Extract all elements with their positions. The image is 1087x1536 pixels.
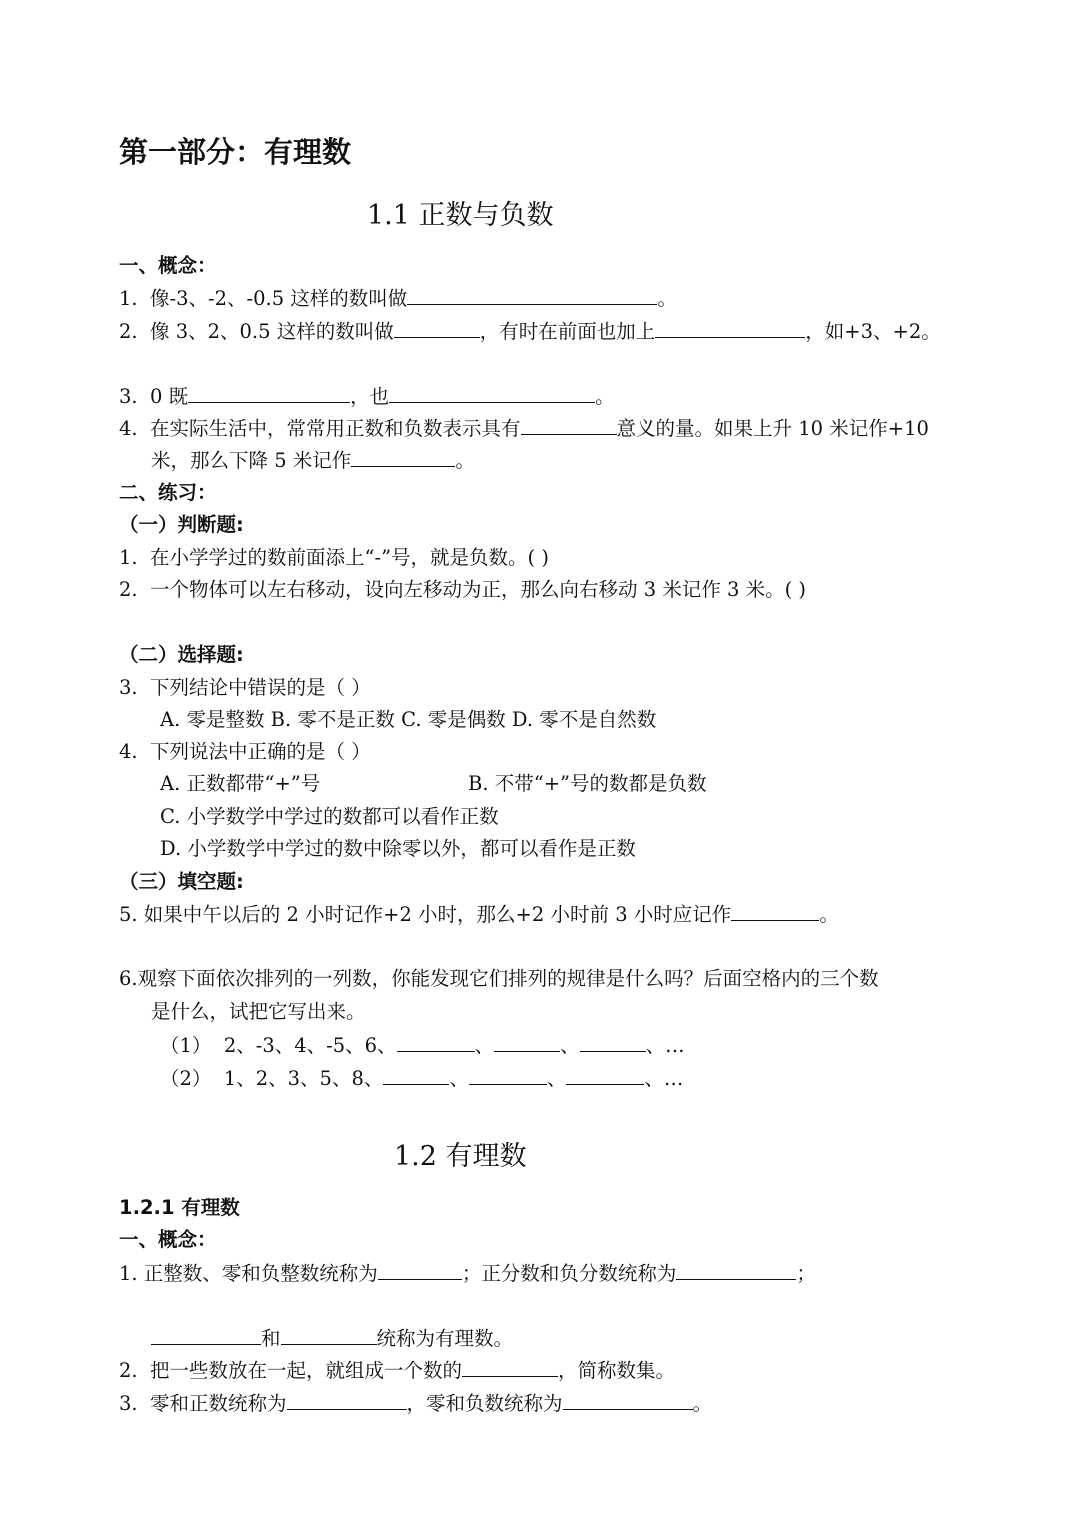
- q-num: 4.: [119, 417, 138, 440]
- q-text: 像-3、-2、-0.5 这样的数叫做: [150, 287, 408, 310]
- q-num: 1.: [119, 287, 138, 310]
- answer-blank[interactable]: [351, 447, 455, 467]
- answer-blank[interactable]: [389, 383, 595, 403]
- sequence-1: [160, 1032, 685, 1059]
- question-3: [119, 383, 615, 410]
- q-text: 1. 正整数、零和负整数统称为: [119, 1262, 378, 1285]
- answer-blank[interactable]: [407, 285, 657, 305]
- q-text: 和: [261, 1327, 281, 1350]
- q-text: ，如+3、+2。: [805, 320, 941, 343]
- seq-sep: 、: [546, 1067, 567, 1090]
- q-text: ，零和负数统称为: [406, 1392, 563, 1415]
- section-title-1-2: 1.2 有理数: [394, 1141, 527, 1172]
- sequence-2: [160, 1065, 683, 1092]
- q-num: 3.: [119, 1392, 138, 1415]
- judge-2: [119, 577, 806, 603]
- question-1: [119, 285, 677, 312]
- q-num: 2.: [119, 320, 138, 343]
- q-text: 下列结论中错误的是（ ）: [150, 676, 371, 699]
- seq-values: 2、-3、4、-5、6、: [223, 1034, 397, 1057]
- choice-3-options: A. 零是整数 B. 零不是正数 C. 零是偶数 D. 零不是自然数: [160, 708, 657, 731]
- q-text: 。: [657, 287, 677, 310]
- answer-blank[interactable]: [383, 1065, 449, 1085]
- section-title-1-1: 1.1 正数与负数: [367, 200, 554, 231]
- part-title: 第一部分：有理数: [119, 135, 352, 169]
- answer-blank[interactable]: [188, 383, 350, 403]
- q-text: 5. 如果中午以后的 2 小时记作+2 小时，那么+2 小时前 3 小时应记作: [119, 903, 732, 926]
- answer-blank[interactable]: [731, 901, 819, 921]
- answer-blank[interactable]: [469, 1065, 547, 1085]
- subsection-title: 1.2.1 有理数: [119, 1196, 240, 1219]
- q-text: ，有时在前面也加上: [479, 320, 656, 343]
- choice-heading: （二）选择题:: [119, 643, 244, 666]
- choice-4-option-c: C. 小学数学中学过的数都可以看作正数: [160, 805, 499, 828]
- q-text: ，简称数集。: [558, 1359, 676, 1382]
- fill-6: 6.观察下面依次排列的一列数，你能发现它们排列的规律是什么吗？后面空格内的三个数: [119, 967, 879, 990]
- answer-blank[interactable]: [397, 1032, 475, 1052]
- answer-blank[interactable]: [462, 1357, 558, 1377]
- answer-blank[interactable]: [521, 415, 617, 435]
- answer-blank[interactable]: [676, 1260, 796, 1280]
- seq-label: （2）: [160, 1067, 212, 1090]
- q-text: 像 3、2、0.5 这样的数叫做: [150, 320, 394, 343]
- q-text: 。: [819, 903, 839, 926]
- q-num: 1.: [119, 546, 138, 569]
- answer-blank[interactable]: [151, 1325, 261, 1345]
- q-text: 。: [455, 449, 475, 472]
- answer-blank[interactable]: [655, 318, 805, 338]
- seq-sep: 、: [560, 1034, 580, 1057]
- q-text: ，也: [350, 385, 390, 408]
- concept-heading-2: 一、概念：: [119, 1228, 217, 1251]
- judge-heading: （一）判断题:: [119, 513, 244, 536]
- answer-blank[interactable]: [566, 1065, 644, 1085]
- q-text: 零和正数统称为: [150, 1392, 287, 1415]
- q-text: 意义的量。如果上升 10 米记作+10: [616, 417, 929, 440]
- question-1-2: [119, 1260, 816, 1287]
- concept-heading: 一、概念：: [119, 254, 217, 277]
- seq-end: 、…: [645, 1034, 685, 1057]
- seq-label: （1）: [160, 1034, 212, 1057]
- q-text: 在实际生活中，常常用正数和负数表示具有: [150, 417, 521, 440]
- q-num: 2.: [119, 578, 138, 601]
- choice-4-option-d: D. 小学数学中学过的数中除零以外，都可以看作是正数: [160, 837, 636, 860]
- q-text: 在小学学过的数前面添上“-”号，就是负数。( ): [150, 546, 549, 569]
- choice-3: [119, 675, 371, 701]
- fill-6-cont: 是什么，试把它写出来。: [151, 1000, 366, 1023]
- answer-blank[interactable]: [287, 1390, 407, 1410]
- answer-blank[interactable]: [563, 1390, 693, 1410]
- q-num: 3.: [119, 676, 138, 699]
- q-num: 3.: [119, 385, 138, 408]
- seq-values: 1、2、3、5、8、: [223, 1067, 384, 1090]
- q-text: 。: [692, 1392, 713, 1415]
- answer-blank[interactable]: [494, 1032, 560, 1052]
- question-2-2: [119, 1357, 675, 1384]
- question-4-cont: [151, 447, 475, 474]
- seq-sep: 、: [474, 1034, 495, 1057]
- answer-blank[interactable]: [394, 318, 480, 338]
- q-text: 统称为有理数。: [376, 1327, 514, 1350]
- question-3-2: [119, 1390, 712, 1417]
- q-num: 4.: [119, 740, 138, 763]
- q-text: ；正分数和负分数统称为: [461, 1262, 677, 1285]
- q-text: 一个物体可以左右移动，设向左移动为正，那么向右移动 3 米记作 3 米。( ): [150, 578, 807, 601]
- q-text: 下列说法中正确的是（ ）: [150, 740, 371, 763]
- answer-blank[interactable]: [281, 1325, 377, 1345]
- question-2: [119, 318, 941, 345]
- q-text: 。: [595, 385, 615, 408]
- choice-4-option-b: B. 不带“+”号的数都是负数: [468, 772, 707, 795]
- seq-end: 、…: [644, 1067, 684, 1090]
- answer-blank[interactable]: [378, 1260, 462, 1280]
- q-text: ；: [796, 1262, 816, 1285]
- fill-heading: （三）填空题:: [119, 870, 244, 893]
- practice-heading: 二、练习：: [119, 481, 217, 504]
- q-num: 2.: [119, 1359, 138, 1382]
- q-text: 0 既: [150, 385, 189, 408]
- judge-1: [119, 545, 549, 571]
- seq-sep: 、: [449, 1067, 469, 1090]
- question-4: [119, 415, 929, 442]
- answer-blank[interactable]: [580, 1032, 646, 1052]
- choice-4: [119, 739, 371, 765]
- question-1-2-cont: [151, 1325, 513, 1352]
- choice-4-option-a: A. 正数都带“+”号: [160, 772, 321, 795]
- q-text: 米，那么下降 5 米记作: [151, 449, 352, 472]
- q-text: 把一些数放在一起，就组成一个数的: [150, 1359, 463, 1382]
- fill-5: [119, 901, 839, 928]
